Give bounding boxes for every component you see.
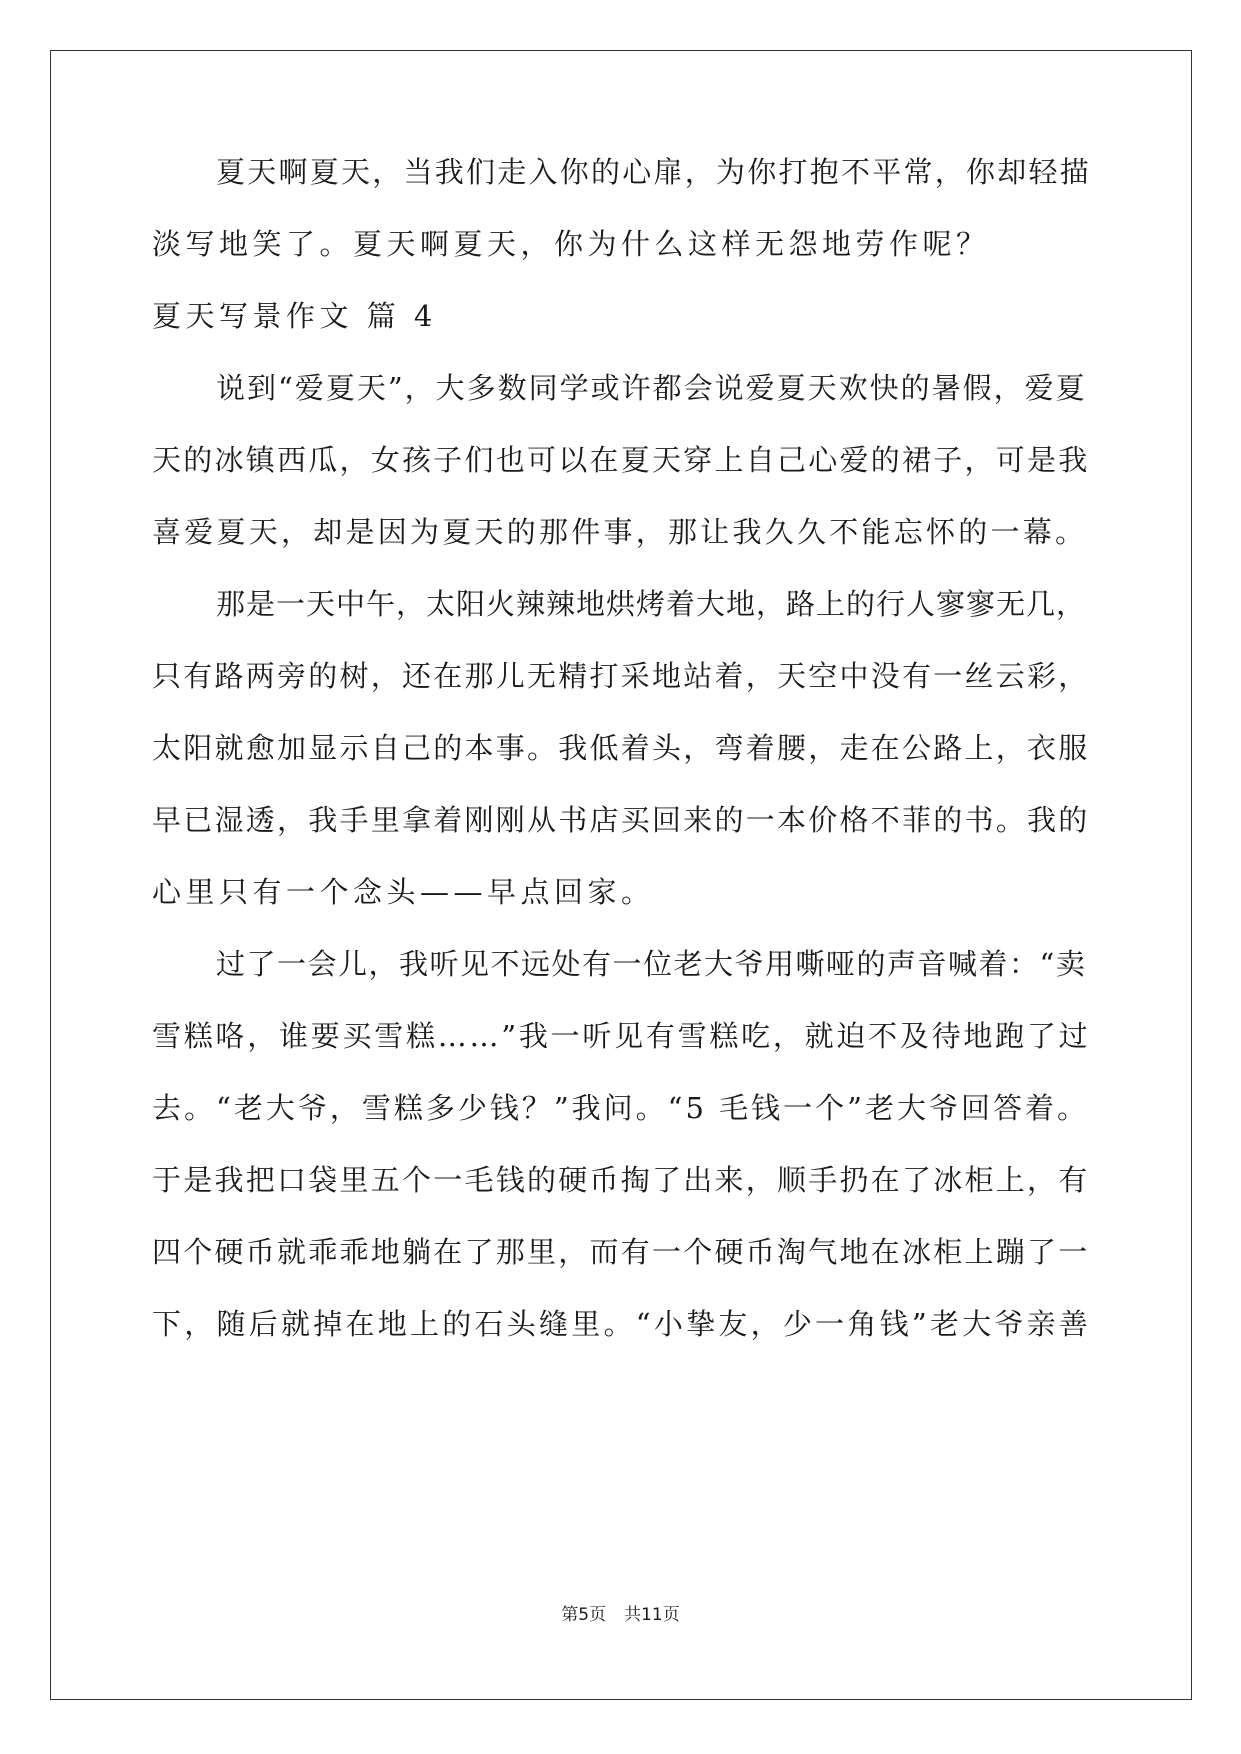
total-prefix: 共: [624, 1605, 642, 1625]
page-current: 5: [578, 1605, 590, 1625]
paragraph-line: 太阳就愈加显示自己的本事。我低着头，弯着腰，走在公路上，衣服: [152, 731, 1090, 765]
section-heading: 夏天写景作文 篇 4: [152, 299, 437, 333]
paragraph-line: 那是一天中午，太阳火辣辣地烘烤着大地，路上的行人寥寥无几，: [216, 587, 1087, 621]
paragraph-line: 于是我把口袋里五个一毛钱的硬币掏了出来，顺手扔在了冰柜上，有: [152, 1163, 1090, 1197]
paragraph-line: 心里只有一个念头——早点回家。: [152, 875, 655, 909]
paragraph-line: 只有路两旁的树，还在那儿无精打采地站着，天空中没有一丝云彩，: [152, 659, 1090, 693]
paragraph-line: 雪糕咯，谁要买雪糕……”我一听见有雪糕吃，就迫不及待地跑了过: [152, 1019, 1091, 1053]
page-prefix: 第: [561, 1605, 579, 1625]
paragraph-line: 过了一会儿，我听见不远处有一位老大爷用嘶哑的声音喊着：“卖: [216, 947, 1087, 981]
paragraph-line: 下，随后就掉在地上的石头缝里。“小挚友，少一角钱”老大爷亲善: [152, 1307, 1092, 1341]
paragraph-line: 淡写地笑了。夏天啊夏天，你为什么这样无怨地劳作呢？: [152, 227, 990, 261]
page-unit: 页: [589, 1605, 607, 1625]
paragraph-line: 四个硬币就乖乖地躺在了那里，而有一个硬币淘气地在冰柜上蹦了一: [152, 1235, 1090, 1269]
paragraph-line: 说到“爱夏天”，大多数同学或许都会说爱夏天欢快的暑假，爱夏: [216, 371, 1087, 405]
total-unit: 页: [662, 1605, 680, 1625]
page-footer: [0, 1603, 1241, 1627]
paragraph-line: 喜爱夏天，却是因为夏天的那件事，那让我久久不能忘怀的一幕。: [152, 515, 1088, 549]
paragraph-line: 夏天啊夏天，当我们走入你的心扉，为你打抱不平常，你却轻描: [216, 155, 1092, 189]
paragraph-line: 去。“老大爷，雪糕多少钱？”我问。“5 毛钱一个”老大爷回答着。: [152, 1091, 1089, 1125]
paragraph-line: 早已湿透，我手里拿着刚刚从书店买回来的一本价格不菲的书。我的: [152, 803, 1090, 837]
paragraph-line: 天的冰镇西瓜，女孩子们也可以在夏天穿上自己心爱的裙子，可是我: [152, 443, 1090, 477]
page-total: 11: [641, 1605, 663, 1625]
